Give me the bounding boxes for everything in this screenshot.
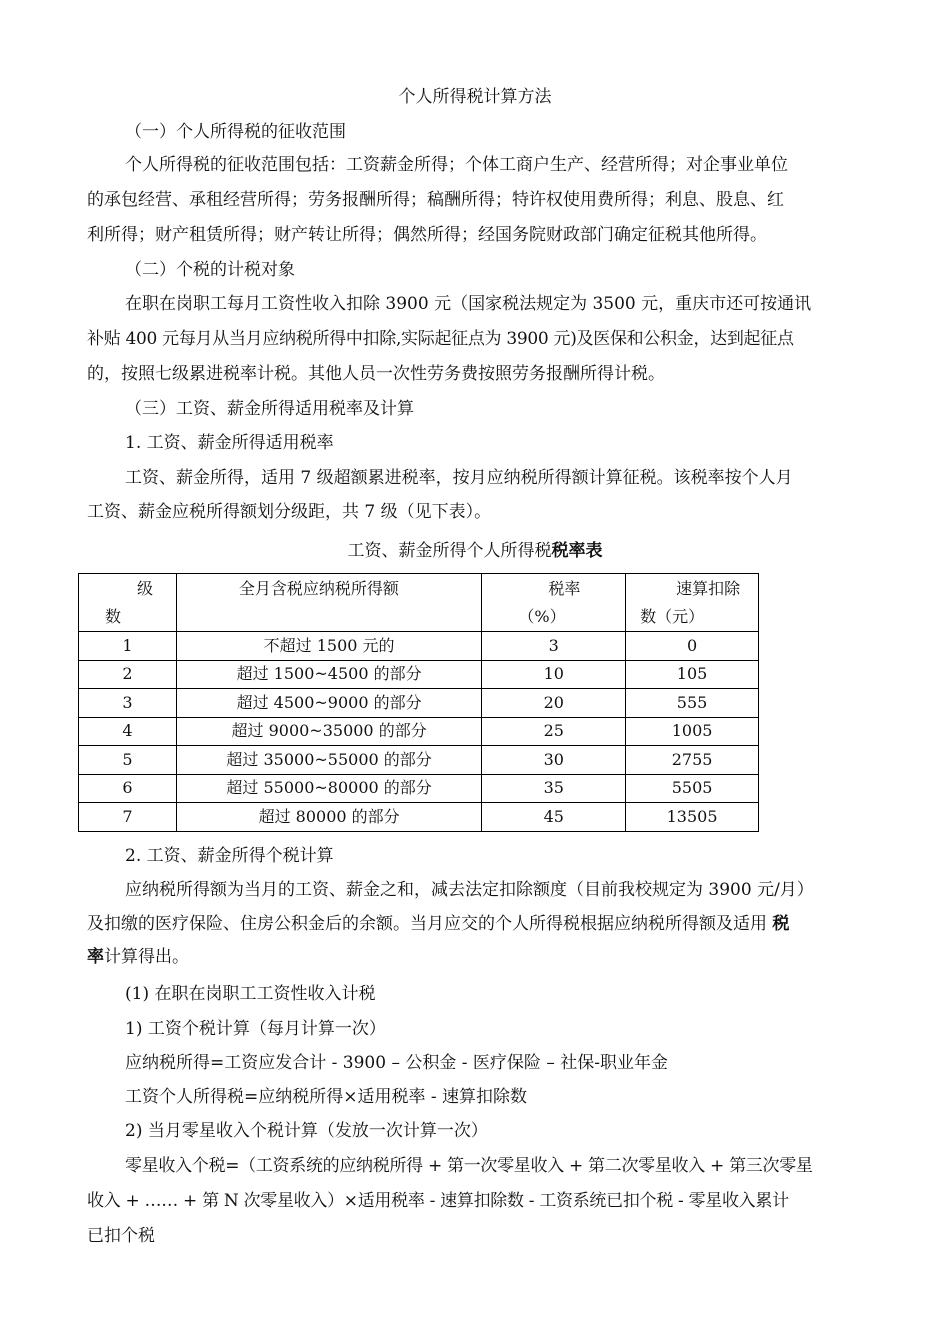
cell-rate: 10 [482, 660, 626, 689]
table-row [79, 689, 759, 718]
cell-deduction: 2755 [626, 746, 759, 775]
cell-rate: 30 [482, 746, 626, 775]
cell-level: 1 [79, 632, 177, 661]
formula-line: 零星收入个税=（工资系统的应纳税所得 + 第一次零星收入 + 第二次零星收入 + 第三次零星 [125, 1156, 813, 1176]
list-item: 2) 当月零星收入个税计算（发放一次计算一次） [125, 1121, 488, 1141]
paragraph-line: 应纳税所得额为当月的工资、薪金之和，减去法定扣除额度（目前我校规定为 3900 元/月） [125, 880, 814, 900]
cell-income: 超过 35000~55000 的部分 [176, 746, 482, 775]
cell-income: 超过 4500~9000 的部分 [176, 689, 482, 718]
cell-rate: 25 [482, 717, 626, 746]
cell-level: 2 [79, 660, 177, 689]
section-heading-2: （二）个税的计税对象 [125, 260, 295, 280]
table-row [79, 717, 759, 746]
cell-income: 超过 1500~4500 的部分 [176, 660, 482, 689]
table-row [79, 660, 759, 689]
paragraph-line: 的承包经营、承租经营所得；劳务报酬所得；稿酬所得；特许权使用费所得；利息、股息、红 [87, 190, 784, 210]
header-income: 全月含税应纳税所得额 [176, 574, 482, 632]
paragraph-line: 个人所得税的征收范围包括：工资薪金所得；个体工商户生产、经营所得；对企事业单位 [125, 155, 788, 175]
cell-rate: 35 [482, 774, 626, 803]
cell-deduction: 105 [626, 660, 759, 689]
table-caption-text: 工资、薪金所得个人所得税 [347, 541, 552, 561]
cell-level: 4 [79, 717, 177, 746]
table-row [79, 746, 759, 775]
cell-rate: 3 [482, 632, 626, 661]
paragraph-line: 工资、薪金所得，适用 7 级超额累进税率，按月应纳税所得额计算征税。该税率按个人月 [125, 468, 793, 488]
header-deduction: 速算扣除 数（元） [626, 574, 759, 632]
cell-rate: 20 [482, 689, 626, 718]
paragraph-line: 工资、薪金应税所得额划分级距，共 7 级（见下表）。 [87, 502, 492, 522]
table-row [79, 632, 759, 661]
paragraph-line: 的，按照七级累进税率计税。其他人员一次性劳务费按照劳务报酬所得计税。 [87, 364, 665, 384]
cell-level: 7 [79, 803, 177, 832]
cell-income: 超过 55000~80000 的部分 [176, 774, 482, 803]
paragraph-line [87, 913, 789, 935]
cell-deduction: 13505 [626, 803, 759, 832]
cell-level: 5 [79, 746, 177, 775]
document-title: 个人所得税计算方法 [398, 87, 552, 107]
paragraph-line: 利所得；财产租赁所得；财产转让所得；偶然所得；经国务院财政部门确定征税其他所得。 [87, 225, 767, 245]
header-rate: 税率 （%） [482, 574, 626, 632]
table-caption-bold: 税率表 [551, 541, 603, 561]
paragraph-line: 补贴 400 元每月从当月应纳税所得中扣除,实际起征点为 3900 元)及医保和公积金，达到起征点 [87, 329, 794, 349]
subsection-heading: 2. 工资、薪金所得个税计算 [125, 846, 334, 866]
cell-rate: 45 [482, 803, 626, 832]
cell-deduction: 555 [626, 689, 759, 718]
list-item: (1) 在职在岗职工工资性收入计税 [125, 984, 376, 1004]
paragraph-line: 在职在岗职工每月工资性收入扣除 3900 元（国家税法规定为 3500 元，重庆市还可按通讯 [125, 294, 812, 314]
cell-level: 3 [79, 689, 177, 718]
paragraph-text: 计算得出。 [104, 947, 189, 967]
formula-line: 收入 + …… + 第 N 次零星收入）×适用税率 - 速算扣除数 - 工资系统已扣个税 - 零星收入累计 [87, 1191, 789, 1211]
section-heading-1: （一）个人所得税的征收范围 [125, 122, 346, 142]
cell-deduction: 1005 [626, 717, 759, 746]
formula-line: 工资个人所得税=应纳税所得×适用税率 - 速算扣除数 [125, 1087, 528, 1107]
paragraph-text: 及扣缴的医疗保险、住房公积金后的余额。当月应交的个人所得税根据应纳税所得额及适用 [87, 914, 767, 934]
cell-income: 超过 80000 的部分 [176, 803, 482, 832]
formula-line: 已扣个税 [87, 1226, 155, 1246]
header-level: 级 数 [79, 574, 177, 632]
tax-rate-table [78, 573, 759, 832]
cell-income: 不超过 1500 元的 [176, 632, 482, 661]
table-caption [0, 540, 950, 562]
table-row [79, 774, 759, 803]
paragraph-bold-text: 税 [772, 914, 790, 934]
table-row [79, 803, 759, 832]
subsection-heading: 1. 工资、薪金所得适用税率 [125, 433, 334, 453]
cell-deduction: 0 [626, 632, 759, 661]
cell-deduction: 5505 [626, 774, 759, 803]
list-item: 1) 工资个税计算（每月计算一次） [125, 1019, 386, 1039]
section-heading-3: （三）工资、薪金所得适用税率及计算 [125, 399, 414, 419]
paragraph-bold-text: 率 [87, 947, 104, 967]
cell-income: 超过 9000~35000 的部分 [176, 717, 482, 746]
formula-line: 应纳税所得=工资应发合计 - 3900 – 公积金 - 医疗保险 – 社保-职业年金 [125, 1053, 668, 1073]
table-header-row [79, 574, 759, 632]
paragraph-line [87, 946, 189, 968]
cell-level: 6 [79, 774, 177, 803]
